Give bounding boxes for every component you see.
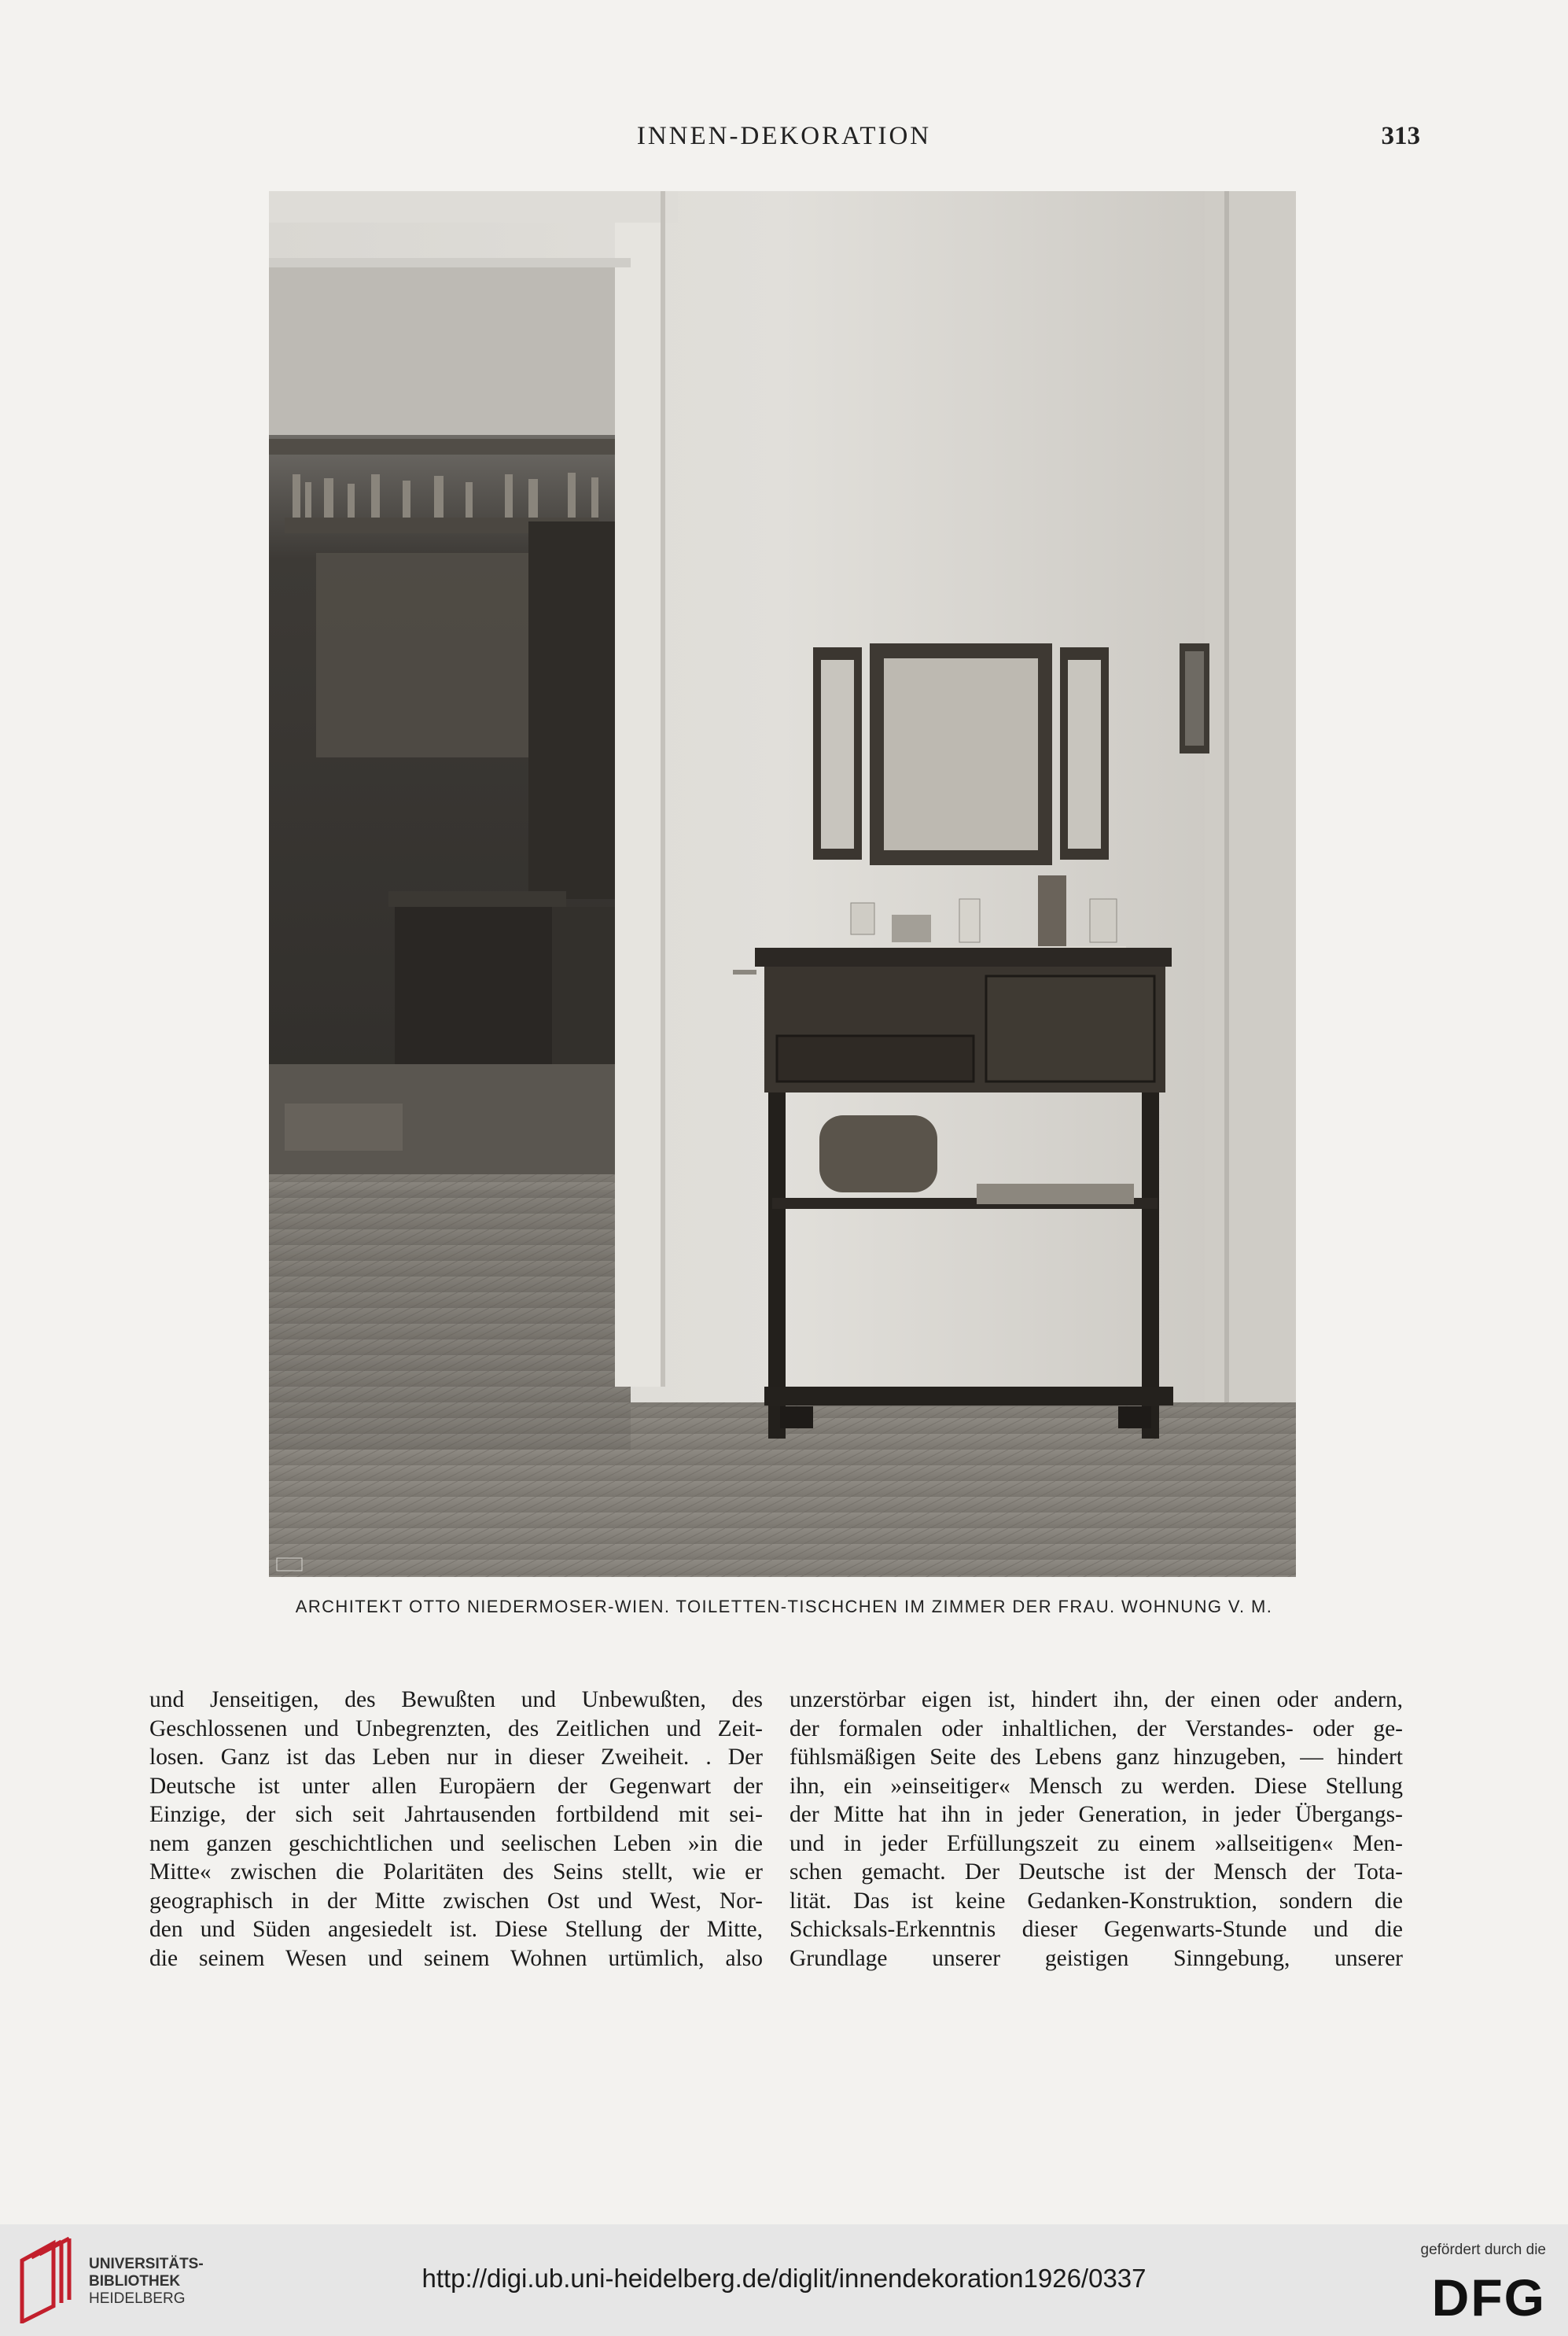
- text-line: nem ganzen geschichtlichen und seelischen Leben »in die: [149, 1830, 763, 1856]
- figure-caption: ARCHITEKT OTTO NIEDERMOSER-WIEN. TOILETTEN-TISCHCHEN IM ZIMMER DER FRAU. WOHNUNG V. M.: [295, 1597, 1273, 1616]
- text-line: schen gemacht. Der Deutsche ist der Mensch der Tota-: [790, 1859, 1403, 1885]
- text-line: und in jeder Erfüllungszeit zu einem »allseitigen« Men-: [790, 1830, 1403, 1856]
- page-number: 313: [1381, 122, 1420, 150]
- interior-photograph: [269, 191, 1296, 1577]
- running-title: INNEN-DEKORATION: [636, 122, 932, 150]
- text-line: unzerstörbar eigen ist, hindert ihn, der einen oder andern,: [790, 1687, 1403, 1712]
- text-line: losen. Ganz ist das Leben nur in dieser Zweiheit. . Der: [149, 1745, 763, 1770]
- text-line: Einzige, der sich seit Jahrtausenden fortbildend mit sei-: [149, 1802, 763, 1827]
- dfg-logo: DFG: [1431, 2268, 1546, 2327]
- text-line: lität. Das ist keine Gedanken-Konstruktion, sondern die: [790, 1888, 1403, 1914]
- text-column-left: [149, 1686, 763, 1973]
- text-line: der formalen oder inhaltlichen, der Verstandes- oder ge-: [790, 1715, 1403, 1741]
- text-line: Grundlage unserer geistigen Sinngebung, unserer: [790, 1945, 1403, 1971]
- text-line: Geschlossenen und Unbegrenzten, des Zeitlichen und Zeit-: [149, 1715, 763, 1741]
- text-line: der Mitte hat ihn in jeder Generation, in jeder Übergangs-: [790, 1802, 1403, 1827]
- text-line: Deutsche ist unter allen Europäern der Gegenwart der: [149, 1773, 763, 1799]
- text-line: ihn, ein »einseitiger« Mensch zu werden. Diese Stellung: [790, 1773, 1403, 1799]
- library-name-line: HEIDELBERG: [89, 2290, 186, 2307]
- funding-note: gefördert durch die: [1420, 2242, 1546, 2258]
- text-line: geographisch in der Mitte zwischen Ost und West, Nor-: [149, 1888, 763, 1914]
- library-name-line: UNIVERSITÄTS-: [89, 2256, 204, 2272]
- text-line: Mitte« zwischen die Polaritäten des Seins stellt, wie er: [149, 1859, 763, 1885]
- text-line: den und Süden angesiedelt ist. Diese Stellung der Mitte,: [149, 1917, 763, 1942]
- library-name-line: BIBLIOTHEK: [89, 2273, 181, 2290]
- text-line: Schicksals-Erkenntnis dieser Gegenwarts-Stunde und die: [790, 1917, 1403, 1942]
- text-column-right: [790, 1686, 1403, 1973]
- text-line: die seinem Wesen und seinem Wohnen urtümlich, also: [149, 1945, 763, 1971]
- digitization-footer: [0, 2224, 1568, 2336]
- permalink-url[interactable]: http://digi.ub.uni-heidelberg.de/diglit/innendekoration1926/0337: [421, 2264, 1147, 2293]
- text-line: und Jenseitigen, des Bewußten und Unbewußten, des: [149, 1687, 763, 1712]
- text-line: fühlsmäßigen Seite des Lebens ganz hinzugeben, — hindert: [790, 1745, 1403, 1770]
